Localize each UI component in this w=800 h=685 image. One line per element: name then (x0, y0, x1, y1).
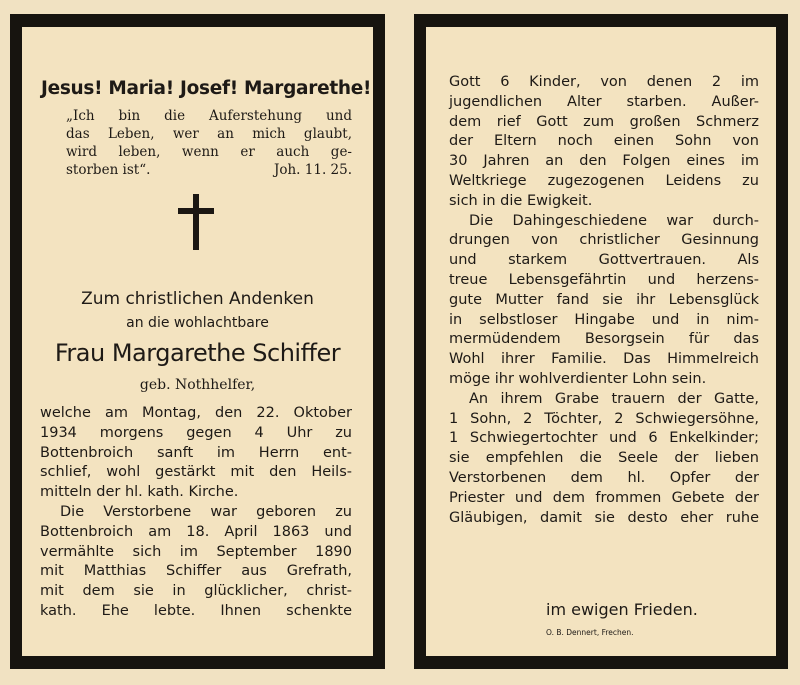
text-line: vermählte sich im September 1890 (40, 543, 352, 560)
text-line: der Eltern noch einen Sohn von (449, 133, 759, 150)
text-line: Verstorbenen dem hl. Opfer der (449, 469, 759, 486)
right-card (414, 14, 788, 669)
text-line: möge ihr wohlverdienter Lohn sein. (449, 370, 707, 387)
quote-line-end: storben ist“. (66, 162, 151, 178)
text-line: Die Dahingeschiedene war durch- (469, 212, 759, 229)
text-line: Die Verstorbene war geboren zu (60, 503, 352, 520)
cross-icon (178, 194, 214, 250)
text-line: Gott 6 Kinder, von denen 2 im (449, 74, 759, 90)
right-card-inner (426, 27, 776, 656)
text-line: drungen von christlicher Gesinnung (449, 232, 759, 249)
birth-name: geb. Nothhelfer, (139, 377, 256, 393)
text-line: schlief, wohl gestärkt mit den Heils- (40, 464, 352, 481)
text-line: sich in die Ewigkeit. (449, 192, 593, 209)
text-line: und starkem Gottvertrauen. Als (449, 252, 759, 269)
text-line: Gläubigen, damit sie desto eher ruhe (449, 509, 759, 526)
left-card (10, 14, 385, 669)
quote-last-line (66, 161, 352, 179)
printer-credit: O. B. Dennert, Frechen. (546, 628, 634, 637)
text-line: jugendlichen Alter starben. Außer- (449, 93, 759, 110)
left-card-inner (22, 27, 373, 656)
text-line: Wohl ihrer Familie. Das Himmelreich (449, 351, 759, 368)
text-line: gute Mutter fand sie ihr Lebensglück (449, 291, 759, 308)
memorial-heading: Zum christlichen Andenken (81, 289, 314, 309)
quote-reference: Joh. 11. 25. (273, 162, 352, 178)
text-line: kath. Ehe lebte. Ihnen schenkte (40, 602, 352, 619)
quote-line: wird leben, wenn er auch ge- (66, 144, 352, 160)
text-line: Bottenbroich sanft im Herrn ent- (40, 444, 352, 461)
text-line: in selbstloser Hingabe und in nim- (449, 311, 759, 328)
text-line: mermüdendem Besorgsein für das (449, 331, 759, 348)
text-line: dem rief Gott zum großen Schmerz (449, 113, 759, 130)
text-line: 1 Schwiegertochter und 6 Enkelkinder; (449, 430, 759, 447)
text-line: 1 Sohn, 2 Töchter, 2 Schwiegersöhne, (449, 410, 759, 427)
text-line: An ihrem Grabe trauern der Gatte, (469, 390, 759, 407)
text-line: treue Lebensgefährtin und herzens- (449, 271, 759, 288)
text-line: mitteln der hl. kath. Kirche. (40, 484, 239, 501)
obituary-text-left (40, 404, 352, 622)
deceased-name: Frau Margarethe Schiffer (54, 339, 341, 367)
quote-line: das Leben, wer an mich glaubt, (66, 126, 352, 142)
text-line: welche am Montag, den 22. Oktober (40, 405, 352, 421)
text-line: Priester und dem frommen Gebete der (449, 489, 759, 506)
text-line: mit Matthias Schiffer aus Grefrath, (40, 563, 352, 580)
text-line: mit dem sie in glücklicher, christ- (40, 583, 352, 600)
obituary-text-right (449, 73, 759, 528)
text-line: 1934 morgens gegen 4 Uhr zu (40, 424, 352, 441)
closing-line: im ewigen Frieden. (546, 600, 698, 619)
quote-line: „Ich bin die Auferstehung und (66, 108, 352, 124)
invocation-heading: Jesus! Maria! Josef! Margarethe! (41, 78, 372, 99)
text-line: sie empfehlen die Seele der lieben (449, 450, 759, 467)
scripture-quote (66, 107, 352, 179)
text-line: 30 Jahren an den Folgen eines im (449, 153, 759, 170)
text-line: Bottenbroich am 18. April 1863 und (40, 523, 352, 540)
text-line: Weltkriege zugezogenen Leidens zu (449, 172, 759, 189)
memorial-subheading: an die wohlachtbare (126, 315, 269, 331)
